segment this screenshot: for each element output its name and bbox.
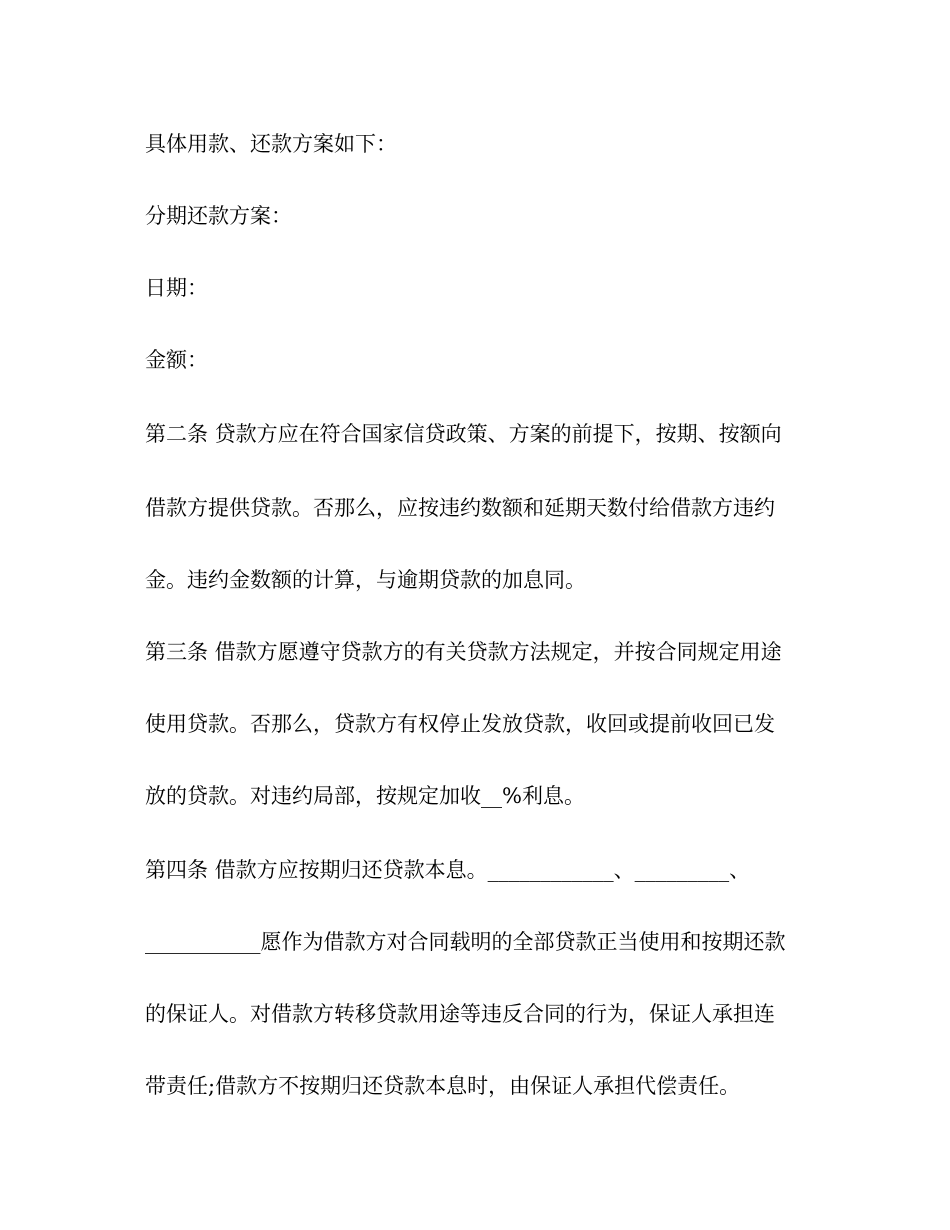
text-line-usage-plan: 具体用款、还款方案如下： <box>145 132 397 156</box>
text-line-article-3-c: 放的贷款。对违约局部，按规定加收__%利息。 <box>145 784 585 808</box>
text-line-installment-plan: 分期还款方案： <box>145 204 292 228</box>
text-line-article-2-a: 第二条 贷款方应在符合国家信贷政策、方案的前提下，按期、按额向 <box>145 422 782 446</box>
text-line-article-4-b: ___________愿作为借款方对合同载明的全部贷款正当使用和按期还款 <box>145 930 786 954</box>
text-line-article-3-a: 第三条 借款方愿遵守贷款方的有关贷款方法规定，并按合同规定用途 <box>145 640 782 664</box>
text-line-article-4-c: 的保证人。对借款方转移贷款用途等违反合同的行为，保证人承担连 <box>145 1002 775 1026</box>
text-line-article-2-c: 金。违约金数额的计算，与逾期贷款的加息同。 <box>145 568 586 592</box>
text-line-amount: 金额： <box>145 348 208 372</box>
text-line-article-4-d: 带责任;借款方不按期归还贷款本息时，由保证人承担代偿责任。 <box>145 1074 741 1098</box>
text-line-date: 日期： <box>145 276 208 300</box>
text-line-article-2-b: 借款方提供贷款。否那么，应按违约数额和延期天数付给借款方违约 <box>145 496 775 520</box>
text-line-article-3-b: 使用贷款。否那么，贷款方有权停止发放贷款，收回或提前收回已发 <box>145 712 775 736</box>
text-line-article-4-a: 第四条 借款方应按期归还贷款本息。____________、_________、 <box>145 858 751 882</box>
